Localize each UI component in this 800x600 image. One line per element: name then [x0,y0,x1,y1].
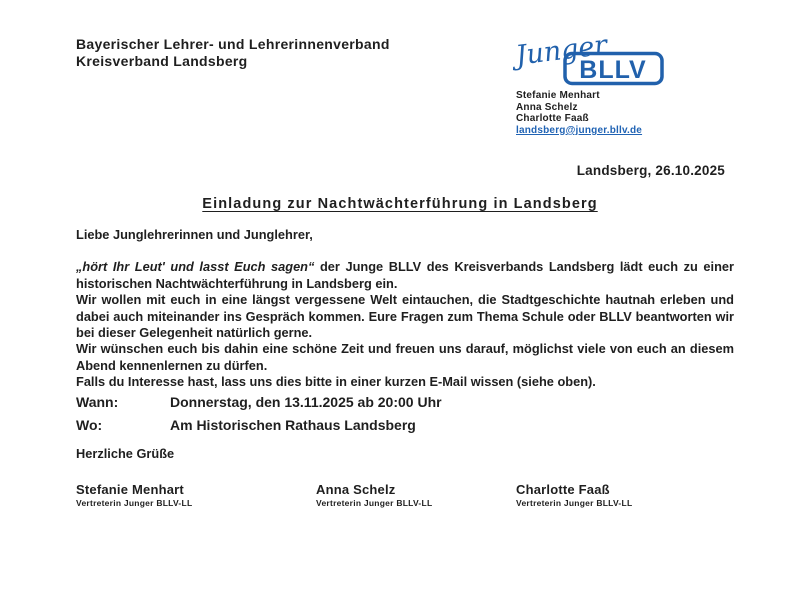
logo-script-text: Junger [513,29,609,72]
when-label: Wann: [76,394,119,410]
salutation: Liebe Junglehrerinnen und Junglehrer, [76,227,313,242]
signature-name: Stefanie Menhart [76,482,184,497]
paragraph-description: Wir wollen mit euch in eine längst vergessene Welt eintauchen, die Stadtgeschichte hautnah erleben und dabei auch miteinander ins Gespräch kommen. Eure Fragen zum Thema Schule oder BLLV beantworten wir bei dieser Gelegenheit natürlich gerne. [76,292,734,341]
signature-name: Charlotte Faaß [516,482,610,497]
signature-role: Vertreterin Junger BLLV-LL [76,498,193,508]
paragraph-wishes: Wir wünschen euch bis dahin eine schöne Zeit und freuen uns darauf, möglichst viele von euch an diesem Abend kennenlernen zu dürfen. [76,341,734,373]
logo-box-text: BLLV [579,56,647,84]
event-details [76,391,442,437]
junger-bllv-logo [512,28,666,87]
signature-1 [76,482,316,508]
where-label: Wo: [76,417,103,433]
signature-role: Vertreterin Junger BLLV-LL [516,498,633,508]
paragraph-interest: Falls du Interesse hast, lass uns dies bitte in einer kurzen E-Mail wissen (siehe oben). [76,374,596,390]
dateline: Landsberg, 26.10.2025 [576,163,725,178]
letterhead [76,36,390,70]
org-name-line1: Bayerischer Lehrer- und Lehrerinnenverband [76,36,390,52]
signature-row [76,482,740,508]
contact-name-1: Stefanie Menhart [516,90,600,101]
signature-name: Anna Schelz [316,482,396,497]
letter-body [76,227,734,391]
signature-2 [316,482,516,508]
where-value: Am Historischen Rathaus Landsberg [170,417,416,433]
paragraph-invitation [76,259,734,292]
when-value: Donnerstag, den 13.11.2025 ab 20:00 Uhr [170,394,442,410]
when-row [76,391,442,414]
quote-text: „hört Ihr Leut' und lasst Euch sagen“ [76,259,315,275]
signature-3 [516,482,740,508]
org-name-line2: Kreisverband Landsberg [76,53,248,69]
closing: Herzliche Grüße [76,446,175,461]
contact-block [516,90,642,136]
contact-name-2: Anna Schelz [516,101,578,113]
contact-name-3: Charlotte Faaß [516,113,589,125]
signature-role: Vertreterin Junger BLLV-LL [316,498,433,508]
email-link[interactable]: landsberg@junger.bllv.de [516,124,643,136]
letter-title: Einladung zur Nachtwächterführung in Landsberg [202,196,598,212]
where-row [76,414,442,437]
invitation-text: der Junge BLLV des Kreisverbands Landsberg lädt euch zu einer historischen Nachtwächterführung in Landsberg ein. [76,259,734,291]
